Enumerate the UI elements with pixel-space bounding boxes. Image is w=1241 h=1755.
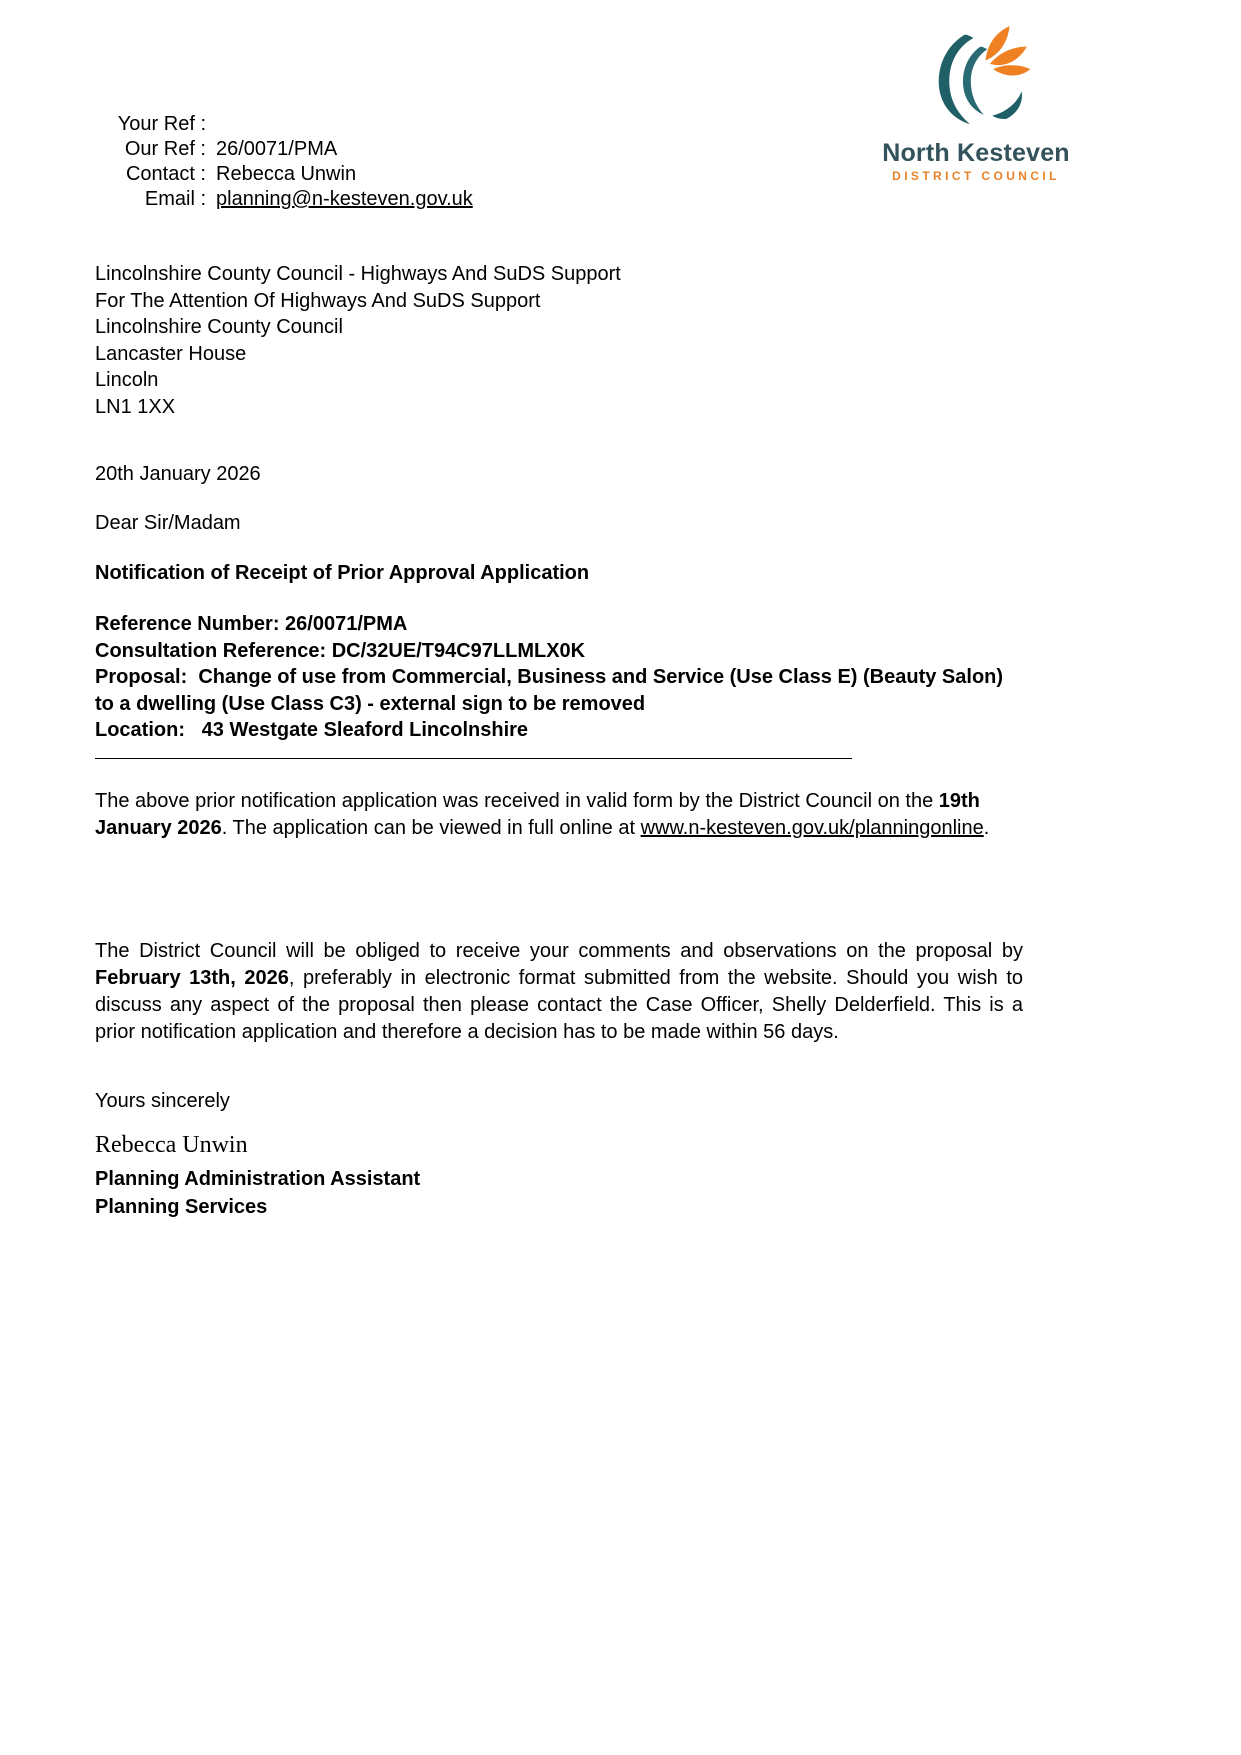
email-label: Email : bbox=[144, 188, 206, 210]
council-logo bbox=[882, 26, 1070, 183]
our-ref-row bbox=[98, 137, 473, 162]
planning-online-link[interactable]: www.n-kesteven.gov.uk/planningonline bbox=[640, 817, 984, 839]
signature-department: Planning Services bbox=[95, 1196, 268, 1218]
salutation: Dear Sir/Madam bbox=[95, 512, 241, 534]
contact-value: Rebecca Unwin bbox=[216, 163, 357, 185]
valediction: Yours sincerely bbox=[95, 1090, 230, 1112]
email-row bbox=[98, 187, 473, 212]
contact-row bbox=[98, 162, 473, 187]
signature-name: Rebecca Unwin bbox=[95, 1132, 248, 1158]
paragraph-text: . The application can be viewed in full online at bbox=[221, 817, 641, 839]
application-details bbox=[95, 611, 1020, 744]
paragraph-text: The above prior notification application was received in valid form by the District Council on the bbox=[95, 790, 939, 812]
paragraph-text: The District Council will be obliged to receive your comments and observations on the proposal by bbox=[95, 940, 1023, 962]
paragraph-text: . bbox=[983, 817, 990, 839]
recipient-line: Lancaster House bbox=[95, 342, 247, 365]
reference-block bbox=[98, 112, 473, 212]
recipient-address bbox=[95, 261, 621, 420]
signature-role: Planning Administration Assistant bbox=[95, 1168, 421, 1190]
consultation-reference-line: Consultation Reference: DC/32UE/T94C97LLMLX0K bbox=[95, 639, 586, 662]
your-ref-row bbox=[98, 112, 473, 137]
paragraph-comments bbox=[95, 938, 1023, 1046]
recipient-line: Lincolnshire County Council bbox=[95, 316, 343, 338]
contact-label: Contact : bbox=[125, 163, 206, 185]
recipient-line: For The Attention Of Highways And SuDS Support bbox=[95, 289, 541, 312]
reference-number-line: Reference Number: 26/0071/PMA bbox=[95, 613, 408, 635]
council-subtitle: DISTRICT COUNCIL bbox=[892, 169, 1060, 183]
council-logo-icon bbox=[910, 26, 1042, 138]
our-ref-value: 26/0071/PMA bbox=[216, 138, 338, 160]
recipient-line: Lincoln bbox=[95, 369, 159, 391]
recipient-line: LN1 1XX bbox=[95, 395, 176, 418]
divider bbox=[95, 758, 852, 759]
our-ref-label: Our Ref : bbox=[124, 138, 206, 160]
location-line: Location: 43 Westgate Sleaford Lincolnshire bbox=[95, 719, 529, 741]
your-ref-label: Your Ref : bbox=[117, 113, 206, 135]
paragraph-received bbox=[95, 788, 1023, 842]
council-name: North Kesteven bbox=[882, 139, 1070, 167]
email-link[interactable]: planning@n-kesteven.gov.uk bbox=[216, 188, 473, 210]
recipient-line: Lincolnshire County Council - Highways And SuDS Support bbox=[95, 263, 621, 285]
comments-deadline: February 13th, 2026 bbox=[95, 967, 289, 989]
proposal-line: Proposal: Change of use from Commercial, Business and Service (Use Class E) (Beauty Salon) to a dwelling (Use Class C3) - external sign to be removed bbox=[95, 666, 1009, 715]
letter-date: 20th January 2026 bbox=[95, 463, 261, 485]
valid-date: 19th January 2026 bbox=[95, 790, 980, 839]
paragraph-text: , preferably in electronic format submitted from the website. Should you wish to discuss any aspect of the proposal then please contact the Case Officer, Shelly Delderfield. This is a prior notification application and therefore a decision has to be made within 56 days. bbox=[95, 967, 1023, 1043]
letter-heading: Notification of Receipt of Prior Approval Application bbox=[95, 562, 590, 584]
